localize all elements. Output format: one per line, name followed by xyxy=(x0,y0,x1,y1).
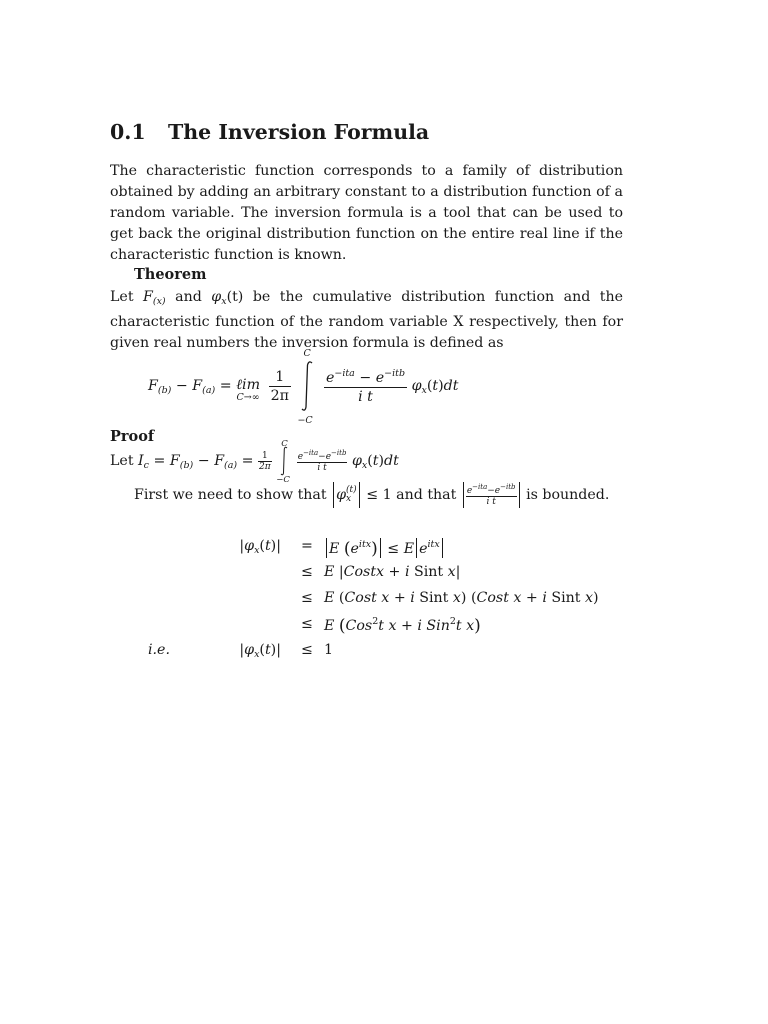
row3-rhs: E (Cost x + i Sint x) (Cost x + i Sint x) xyxy=(324,590,599,606)
row5-label: i.e. xyxy=(148,642,170,658)
small-integral-sign: C −C xyxy=(276,439,290,485)
integral-glyph xyxy=(299,360,315,412)
derivation-block xyxy=(110,538,623,668)
integrand-denominator: i t xyxy=(324,387,407,405)
row2-rhs: E |Costx + i Sint x| xyxy=(324,564,461,580)
section-title: The Inversion Formula xyxy=(168,120,430,144)
limit-word: ℓim xyxy=(236,377,261,393)
row5-lhs: $|\varphi_x(t)|$ xyxy=(239,642,281,660)
integrand-fraction xyxy=(324,368,407,405)
theorem-phi-symbol: $\varphi_x(t)$ xyxy=(211,289,244,307)
proof-title: Proof xyxy=(110,428,155,445)
theorem-statement xyxy=(110,287,623,354)
proof-definition: Let $I_c = F_{(b)} - F_{(a)}$ = $\frac{1}{2\pi}$ C −C $\frac{e^{-ita}-e^{-itb}}{\text{i t}}$ $\varphi_x(t)dt$ xyxy=(110,439,399,485)
integral-lower-limit: −C xyxy=(297,415,313,426)
row2-rel: ≤ xyxy=(301,564,313,580)
derivation-row-4 xyxy=(110,616,623,642)
section-number: 0.1 xyxy=(110,120,146,144)
theorem-text-rest: be the cumulative distribution function and the characteristic function of the random variable X respectively, then for given real numbers the inversion formula is defined as xyxy=(110,289,623,351)
formula-lhs: $F_{(b)}$ xyxy=(148,378,172,396)
row4-rhs: E (Cos$^2$t x + i Sin$^2$t x) xyxy=(324,616,481,636)
Ic-symbol: $I_c$ xyxy=(138,453,149,471)
row3-rel: ≤ xyxy=(301,590,313,606)
integral-upper-limit: C xyxy=(303,348,311,359)
proof-let: Let xyxy=(110,453,134,469)
theorem-F-symbol: $F_{(x)}$ xyxy=(143,289,166,307)
limit-subscript: C→∞ xyxy=(236,392,260,403)
row5-rel: ≤ xyxy=(301,642,313,658)
frac-numerator: 1 xyxy=(275,368,285,385)
inversion-formula xyxy=(148,348,459,426)
formula-minus: − xyxy=(175,378,188,394)
frac-denominator: 2π xyxy=(270,387,289,404)
derivation-row-3 xyxy=(110,590,623,616)
bounded-claim: First we need to show that φ (t) x ≤ 1 and that $\frac{e^{-ita}-e^{-itb}}{\text{i t}}$ is bounded. xyxy=(134,483,610,507)
integrand-tail: $\varphi_x(t)dt$ xyxy=(411,378,459,396)
bounded-fraction: $\frac{e^{-ita}-e^{-itb}}{\text{i t}}$ xyxy=(466,483,516,507)
theorem-text-and: and xyxy=(175,289,202,305)
formula-lhs-a: $F_{(a)}$ xyxy=(192,378,216,396)
row5-rhs: 1 xyxy=(324,642,334,658)
row1-rhs: E $(e^{itx}) \le E$ $e^{itx}$ xyxy=(324,538,445,559)
derivation-row-5 xyxy=(110,642,623,668)
integral-sign xyxy=(297,348,315,426)
theorem-text-let: Let xyxy=(110,289,134,305)
theorem-title: Theorem xyxy=(134,266,207,283)
integrand-numerator: $e^{-ita} - e^{-itb}$ xyxy=(325,367,406,386)
formula-equals: = xyxy=(219,378,232,394)
varphi-symbol: φ (t) x xyxy=(336,485,357,504)
limit-operator xyxy=(236,377,260,403)
derivation-row-1 xyxy=(110,538,623,564)
intro-paragraph: The characteristic function corresponds to a family of distribution obtained by adding an arbitrary constant to a distribution function of a random variable. The inversion formula is a tool that can be used to get back the original distribution function on the entire real line if the characteristic function is known. xyxy=(110,163,623,263)
small-one-over-two-pi: $\frac{1}{2\pi}$ xyxy=(259,450,271,472)
section-heading xyxy=(110,120,429,144)
small-integrand-fraction: $\frac{e^{-ita}-e^{-itb}}{\text{i t}}$ xyxy=(297,449,347,473)
row1-rel: = xyxy=(301,538,313,554)
derivation-row-2 xyxy=(110,564,623,590)
row1-lhs: $|\varphi_x(t)|$ xyxy=(239,538,281,556)
row4-rel: ≤ xyxy=(301,616,313,632)
one-over-two-pi xyxy=(269,369,291,404)
